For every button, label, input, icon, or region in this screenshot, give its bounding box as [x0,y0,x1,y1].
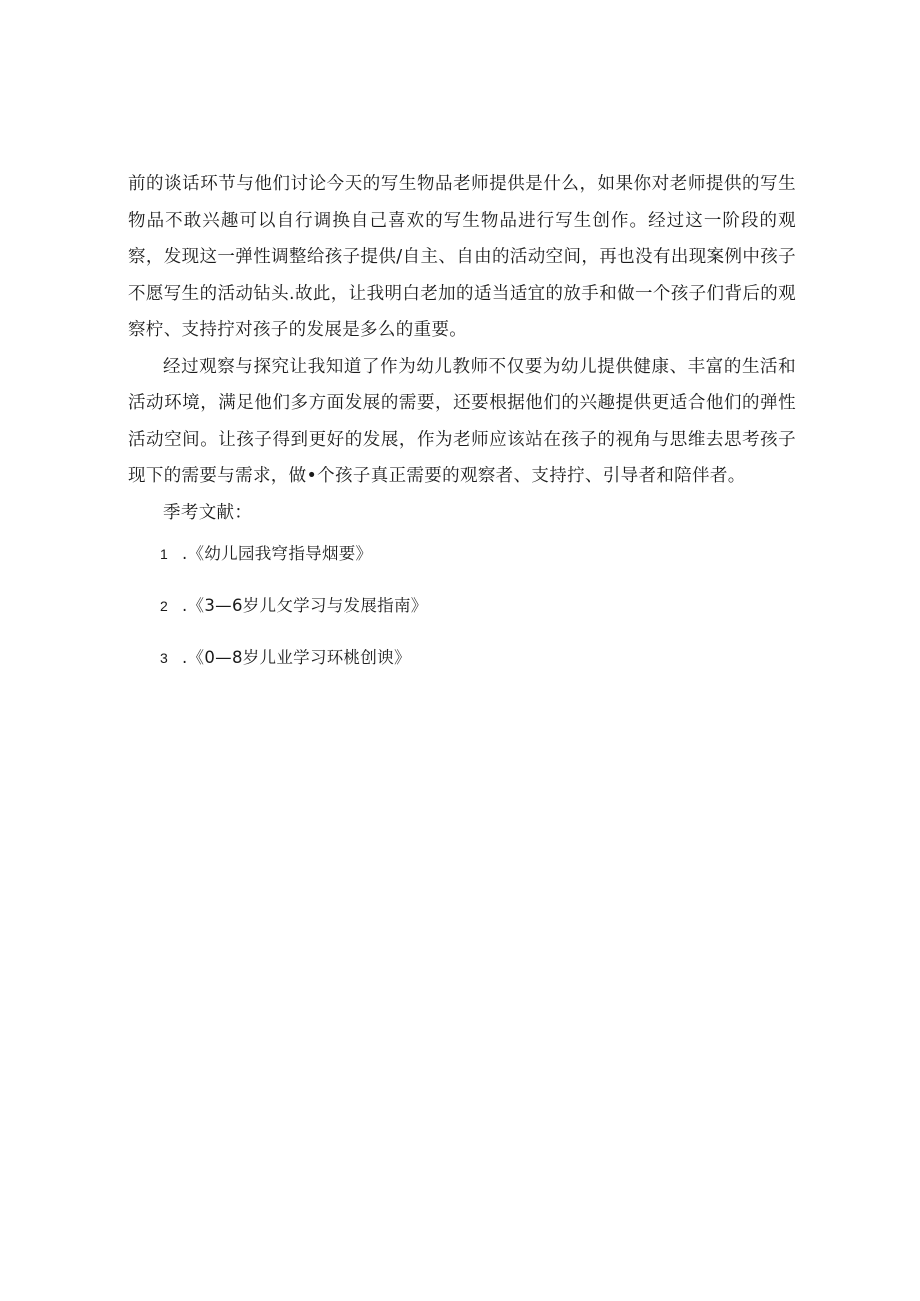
body-paragraph: 前的谈话环节与他们讨论今天的写生物品老师提供是什么，如果你对老师提供的写生物品不敢兴趣可以自行调换自己喜欢的写生物品进行写生创作。经过这一阶段的观察，发现这一弹性调整给孩子提供/自主、自由的活动空间，再也没有出现案例中孩子不愿写生的活动钻头.故此，让我明白老加的适当适宜的放手和做一个孩子们背后的观察柠、支持拧对孩子的发展是多么的重要。 [128,174,796,340]
references-list [128,541,796,671]
reference-text: .《0—8岁儿业学习环桃创谀》 [182,648,411,667]
reference-text: .《幼儿园我穹指导烟要》 [182,544,373,563]
document-content [128,166,796,697]
reference-text: .《3—6岁儿攵学习与发展指南》 [182,596,428,615]
reference-item [128,645,796,671]
reference-item [128,541,796,567]
reference-number: 2 [160,598,168,614]
body-paragraph: 经过观察与探究让我知道了作为幼儿教师不仅要为幼儿提供健康、丰富的生活和活动环境，满足他们多方面发展的需要，还要根据他们的兴趣提供更适合他们的弹性活动空间。让孩子得到更好的发展，作为老师应该站在孩子的视角与思维去思考孩子现下的需要与需求，做•个孩子真正需要的观察者、支持拧、引导者和陪伴者。 [128,356,796,486]
reference-number: 1 [160,546,168,562]
reference-number: 3 [160,650,168,666]
reference-item [128,593,796,619]
references-heading: 季考文献： [163,502,253,523]
